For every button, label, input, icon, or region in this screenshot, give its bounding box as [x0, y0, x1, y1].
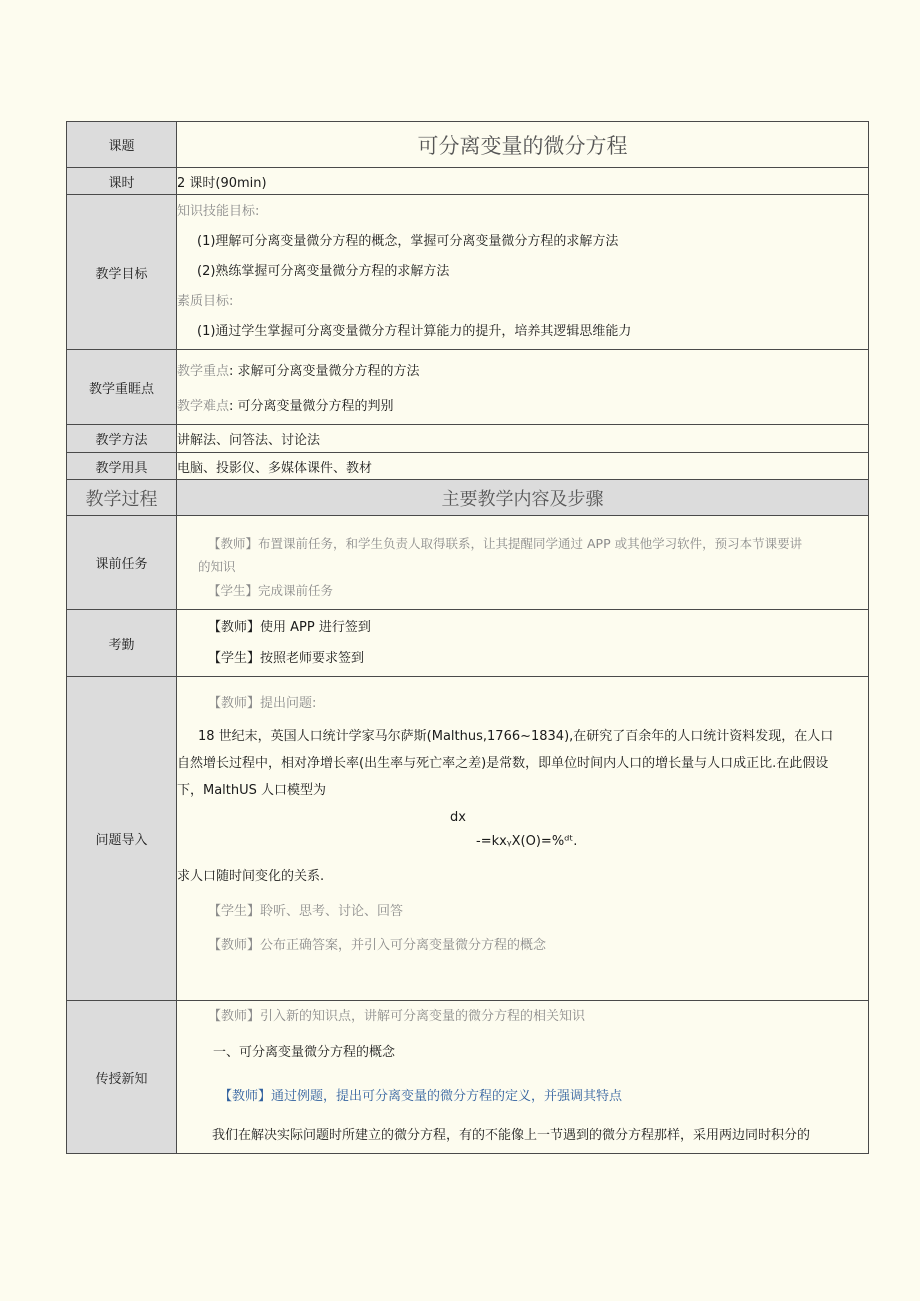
tools-row — [67, 453, 869, 480]
intro-paragraph-1: 18 世纪末，英国人口统计学家马尔萨斯(Malthus,1766~1834),在研究了百余年的人口统计资料发现，在人口 — [198, 729, 834, 744]
intro-paragraph-2: 自然增长过程中，相对净增长率(出生率与死亡率之差)是常数，即单位时间内人口的增长量与人口成正比.在此假设 — [177, 756, 829, 771]
method-label: 教学方法 — [67, 425, 177, 453]
hours-label: 课时 — [67, 168, 177, 195]
attendance-label: 考勤 — [67, 610, 177, 677]
pre-task-label: 课前任务 — [67, 516, 177, 610]
topic-row — [67, 122, 869, 168]
new-knowledge-teacher-2: 【教师】通过例题，提出可分离变量的微分方程的定义，并强调其特点 — [219, 1089, 623, 1104]
formula-main: -=kxᵧX(O)=%ᵈᵗ. — [476, 834, 578, 849]
new-knowledge-paragraph: 我们在解决实际问题时所建立的微分方程，有的不能像上一节遇到的微分方程那样，采用两边同时积分的 — [212, 1128, 811, 1143]
intro-paragraph-3: 下，MalthUS 人口模型为 — [177, 783, 327, 798]
formula-numerator: dx — [450, 810, 466, 825]
keypoints-row — [67, 350, 869, 425]
new-knowledge-label: 传授新知 — [67, 1001, 177, 1154]
difficulty-label: 教学难点 — [177, 399, 230, 414]
intro-question: 求人口随时间变化的关系. — [177, 869, 325, 884]
quality-goal-title: 素质目标: — [177, 294, 234, 309]
lesson-plan-table — [66, 121, 869, 1154]
pre-task-teacher-1: 【教师】布置课前任务，和学生负责人取得联系，让其提醒同学通过 APP 或其他学习软件，预习本节课要讲 — [208, 535, 803, 551]
goals-label: 教学目标 — [67, 195, 177, 350]
difficulty-text: : 可分离变量微分方程的判别 — [229, 399, 394, 414]
method-value: 讲解法、问答法、讨论法 — [177, 425, 869, 453]
new-knowledge-row — [67, 1001, 869, 1154]
topic-label: 课题 — [67, 122, 177, 168]
quality-goal-1: (1)通过学生掌握可分离变量微分方程计算能力的提升，培养其逻辑思维能力 — [197, 324, 632, 339]
hours-value: 2 课时(90min) — [177, 168, 869, 195]
teaching-difficulty — [177, 392, 868, 422]
pre-task-row — [67, 516, 869, 610]
process-header-row — [67, 480, 869, 516]
goals-row — [67, 195, 869, 350]
malthus-formula — [177, 804, 868, 860]
knowledge-goal-title: 知识技能目标: — [177, 204, 260, 219]
attendance-teacher: 【教师】使用 APP 进行签到 — [208, 620, 371, 635]
tools-label: 教学用具 — [67, 453, 177, 480]
tools-value: 电脑、投影仪、多媒体课件、教材 — [177, 453, 869, 480]
hours-row — [67, 168, 869, 195]
process-header-right: 主要教学内容及步骤 — [177, 480, 869, 516]
intro-student: 【学生】聆听、思考、讨论、回答 — [208, 904, 404, 919]
intro-row — [67, 677, 869, 1001]
intro-label: 问题导入 — [67, 677, 177, 1001]
pre-task-teacher-2: 的知识 — [198, 558, 236, 574]
pre-task-student: 【学生】完成课前任务 — [208, 582, 334, 598]
focus-text: : 求解可分离变量微分方程的方法 — [229, 364, 420, 379]
method-row — [67, 425, 869, 453]
intro-teacher-answer: 【教师】公布正确答案，并引入可分离变量微分方程的概念 — [208, 938, 547, 953]
teaching-focus — [177, 352, 868, 392]
process-header-left: 教学过程 — [67, 480, 177, 516]
keypoints-label: 教学重睚点 — [67, 350, 177, 425]
intro-teacher-question: 【教师】提出问题: — [208, 696, 317, 711]
focus-label: 教学重点 — [177, 364, 230, 379]
section-heading-1: 一、可分离变量微分方程的概念 — [213, 1045, 396, 1060]
lesson-title: 可分离变量的微分方程 — [177, 122, 869, 168]
new-knowledge-teacher-1: 【教师】引入新的知识点，讲解可分离变量的微分方程的相关知识 — [208, 1009, 586, 1024]
knowledge-goal-2: (2)熟练掌握可分离变量微分方程的求解方法 — [197, 264, 450, 279]
attendance-row — [67, 610, 869, 677]
attendance-student: 【学生】按照老师要求签到 — [208, 651, 365, 666]
knowledge-goal-1: (1)理解可分离变量微分方程的概念，掌握可分离变量微分方程的求解方法 — [197, 234, 619, 249]
